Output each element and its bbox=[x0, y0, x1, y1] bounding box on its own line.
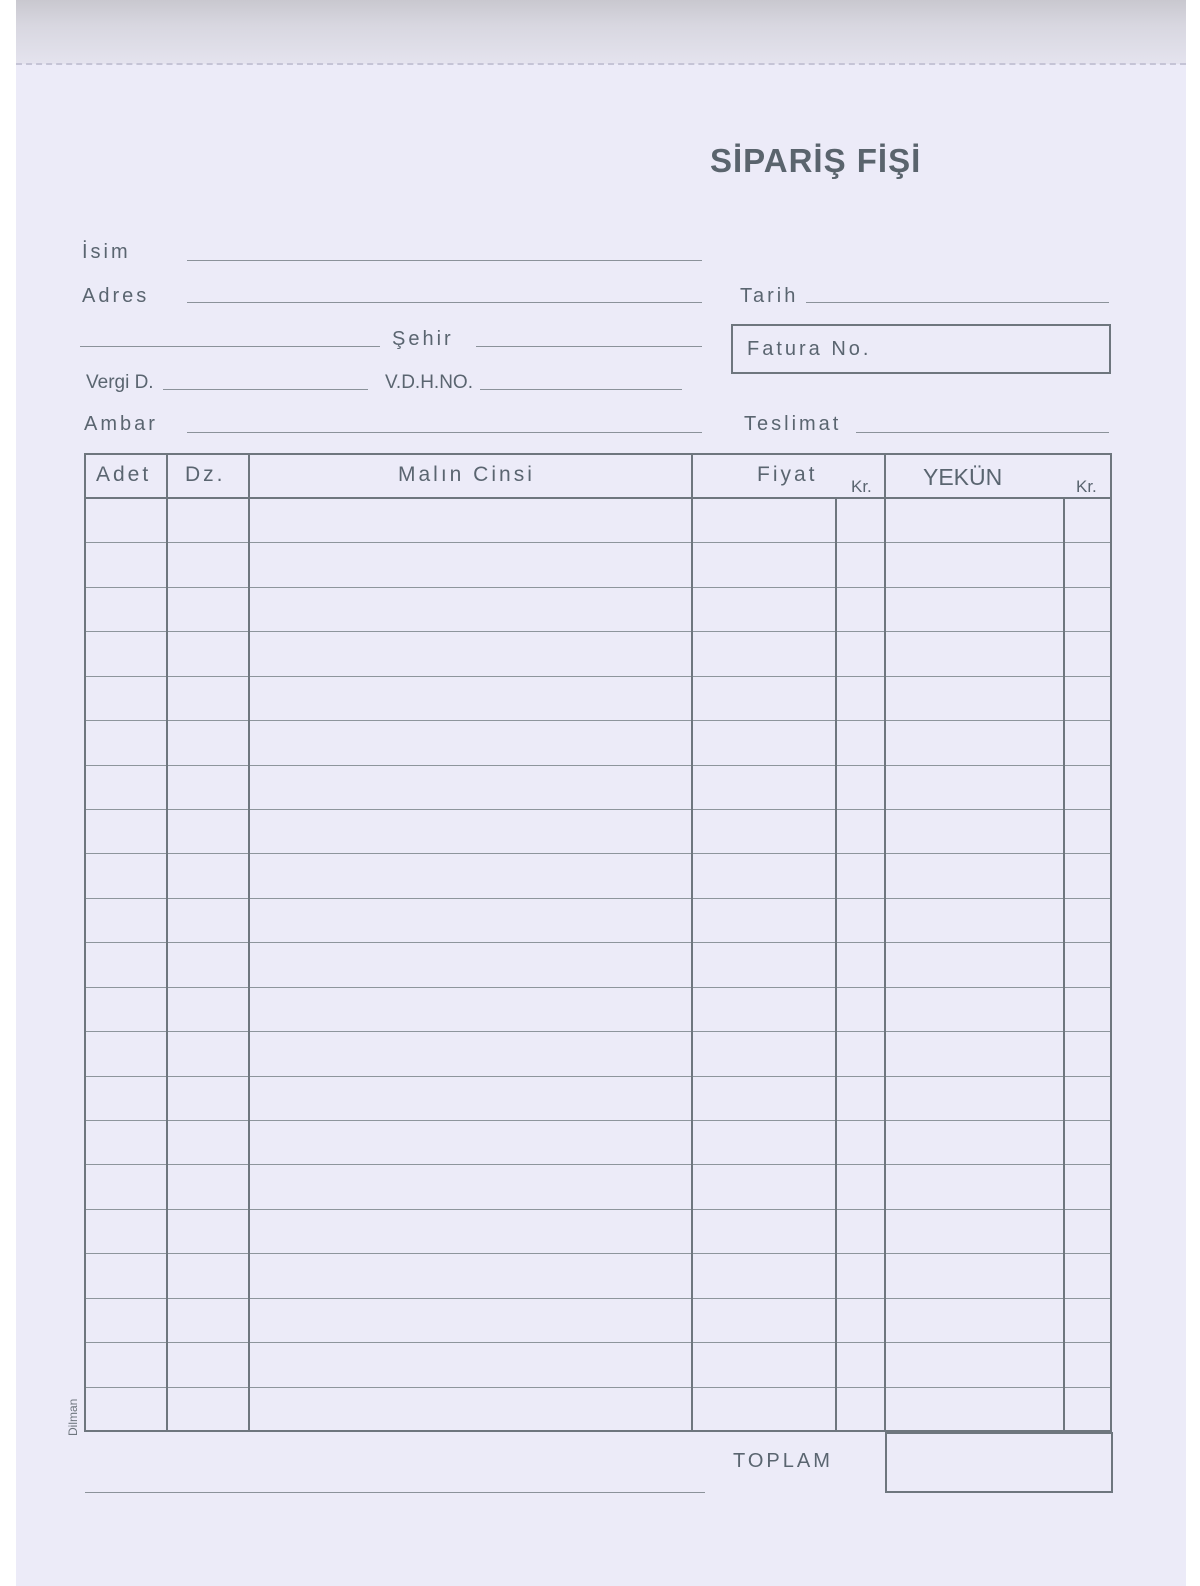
teslimat-field[interactable] bbox=[856, 432, 1109, 433]
isim-field[interactable] bbox=[187, 260, 702, 261]
header-yekun: YEKÜN bbox=[923, 464, 1003, 490]
header-dz: Dz. bbox=[185, 463, 226, 486]
form-title: SİPARİŞ FİŞİ bbox=[710, 142, 922, 179]
vdhno-field[interactable] bbox=[480, 389, 682, 390]
vergi-field[interactable] bbox=[163, 389, 368, 390]
toplam-box[interactable] bbox=[885, 1432, 1113, 1493]
adres-label: Adres bbox=[82, 285, 150, 307]
tarih-field[interactable] bbox=[806, 302, 1109, 303]
header-fiyat-kr: Kr. bbox=[851, 477, 872, 496]
tarih-label: Tarih bbox=[740, 285, 799, 307]
adres-line-2[interactable] bbox=[80, 346, 380, 347]
vergi-label: Vergi D. bbox=[86, 372, 154, 393]
sehir-label: Şehir bbox=[392, 328, 454, 350]
signature-line[interactable] bbox=[85, 1492, 705, 1493]
vdhno-label: V.D.H.NO. bbox=[385, 372, 473, 393]
adres-field[interactable] bbox=[187, 302, 702, 303]
ambar-label: Ambar bbox=[84, 413, 158, 435]
teslimat-label: Teslimat bbox=[744, 413, 842, 435]
scan-margin bbox=[0, 0, 16, 1586]
header-adet: Adet bbox=[96, 463, 152, 486]
isim-label: İsim bbox=[82, 241, 131, 263]
ambar-field[interactable] bbox=[187, 432, 702, 433]
toplam-label: TOPLAM bbox=[733, 1450, 833, 1472]
fatura-no-label: Fatura No. bbox=[747, 338, 872, 360]
form-sheet bbox=[16, 0, 1186, 1586]
fatura-no-box[interactable] bbox=[731, 324, 1111, 374]
binding-shadow bbox=[16, 0, 1186, 64]
printer-credit: Dilman bbox=[66, 1398, 80, 1436]
header-fiyat: Fiyat bbox=[757, 463, 818, 486]
header-yekun-kr: Kr. bbox=[1076, 477, 1097, 496]
perforation-line bbox=[16, 63, 1186, 65]
sehir-field[interactable] bbox=[476, 346, 702, 347]
header-malin-cinsi: Malın Cinsi bbox=[398, 463, 535, 486]
